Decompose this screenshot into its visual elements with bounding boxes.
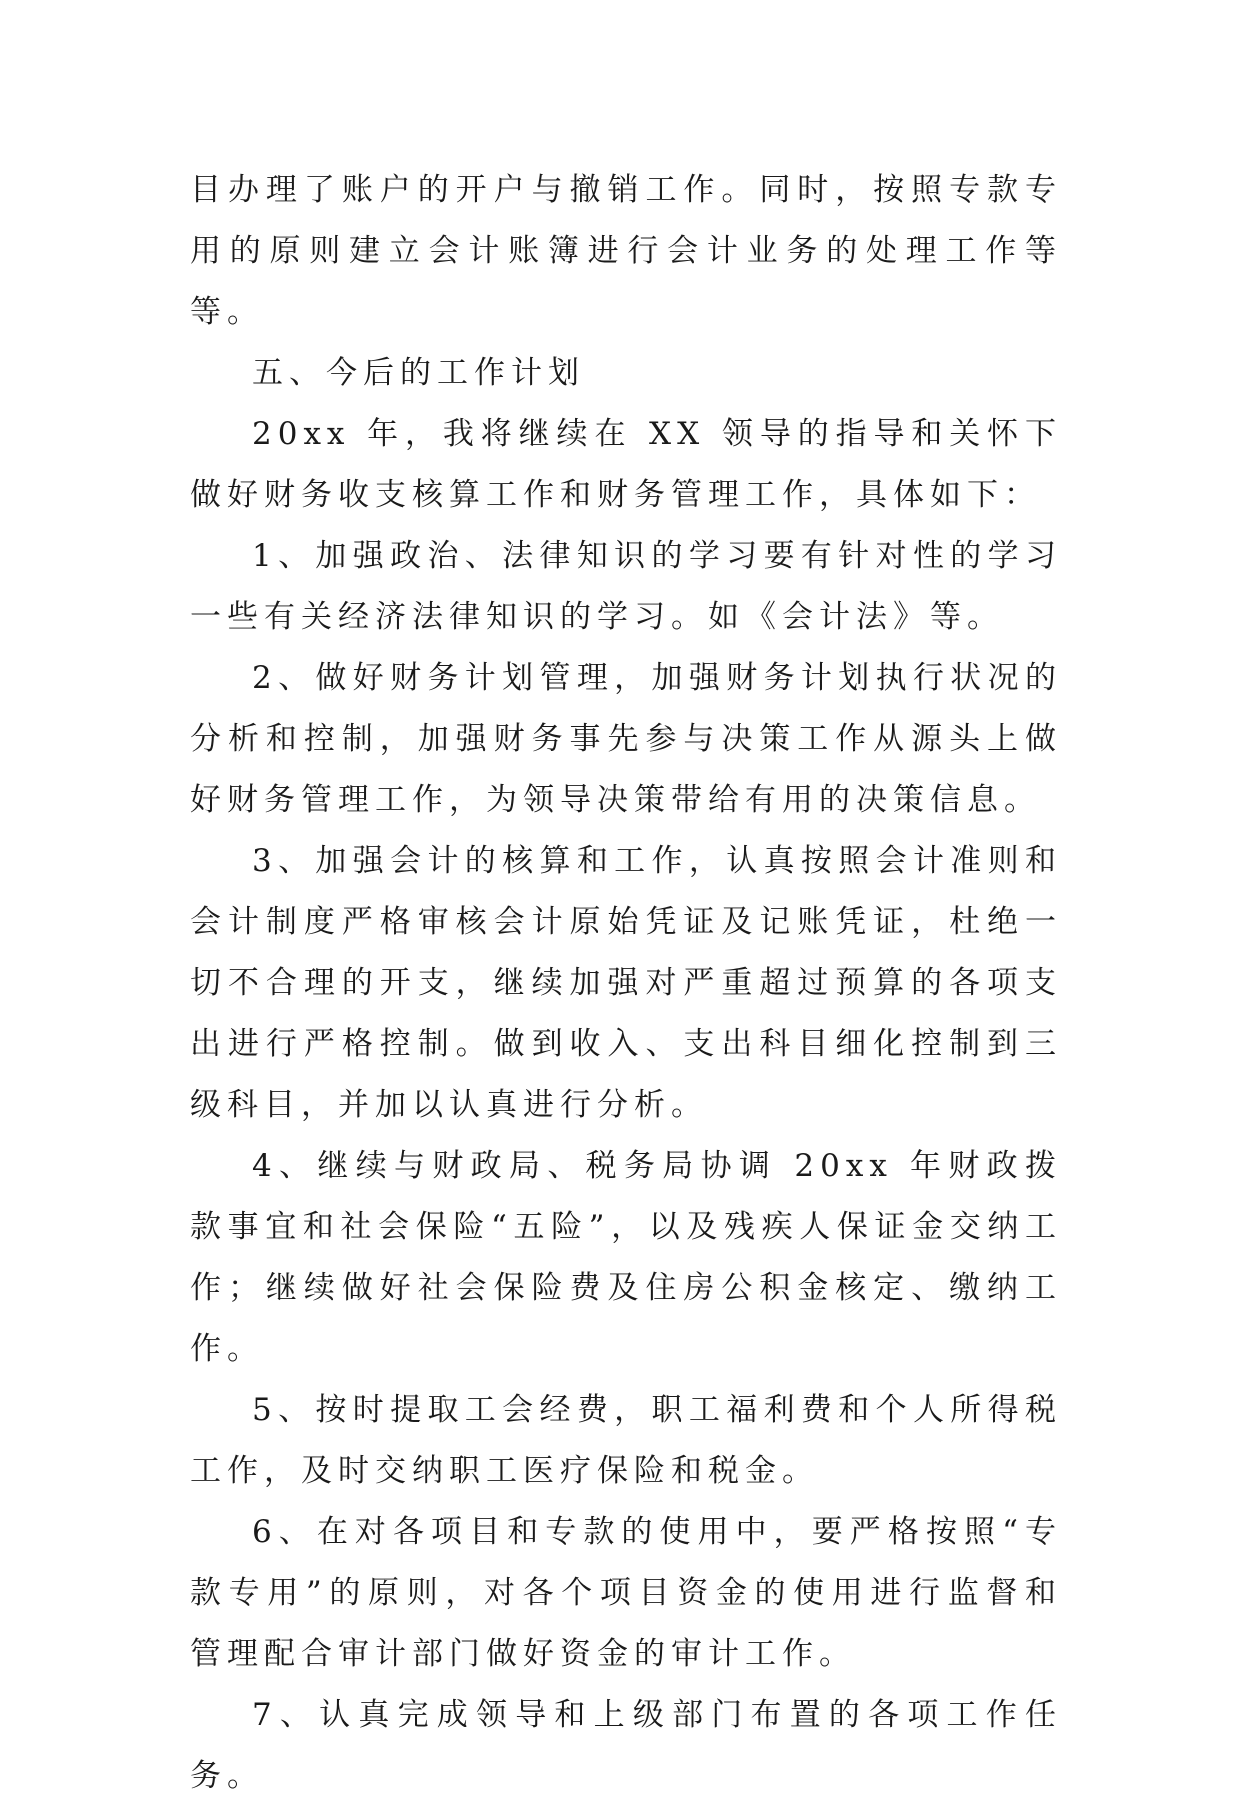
- paragraph-intro: 20xx 年，我将继续在 XX 领导的指导和关怀下做好财务收支核算工作和财务管理工作，具体如下：: [190, 416, 1062, 513]
- list-item-5: 5、按时提取工会经费，职工福利费和个人所得税工作，及时交纳职工医疗保险和税金。: [190, 1392, 1062, 1489]
- paragraph-continuation: 目办理了账户的开户与撤销工作。同时，按照专款专用的原则建立会计账簿进行会计业务的处理工作等等。: [190, 172, 1062, 330]
- section-heading-future-plan: 五、今后的工作计划: [252, 355, 585, 391]
- list-item-7: 7、认真完成领导和上级部门布置的各项工作任务。: [190, 1697, 1062, 1794]
- list-item-3: 3、加强会计的核算和工作，认真按照会计准则和会计制度严格审核会计原始凭证及记账凭证，杜绝一切不合理的开支，继续加强对严重超过预算的各项支出进行严格控制。做到收入、支出科目细化控制到三级科目，并加以认真进行分析。: [190, 843, 1062, 1123]
- list-item-4: 4、继续与财政局、税务局协调 20xx 年财政拨款事宜和社会保险“五险”，以及残疾人保证金交纳工作；继续做好社会保险费及住房公积金核定、缴纳工作。: [190, 1148, 1062, 1367]
- list-item-1: 1、加强政治、法律知识的学习要有针对性的学习一些有关经济法律知识的学习。如《会计法》等。: [190, 538, 1062, 635]
- list-item-2: 2、做好财务计划管理，加强财务计划执行状况的分析和控制，加强财务事先参与决策工作从源头上做好财务管理工作，为领导决策带给有用的决策信息。: [190, 660, 1062, 818]
- document-body: [190, 160, 1062, 1807]
- list-item-6: 6、在对各项目和专款的使用中，要严格按照“专款专用”的原则，对各个项目资金的使用进行监督和管理配合审计部门做好资金的审计工作。: [190, 1514, 1062, 1672]
